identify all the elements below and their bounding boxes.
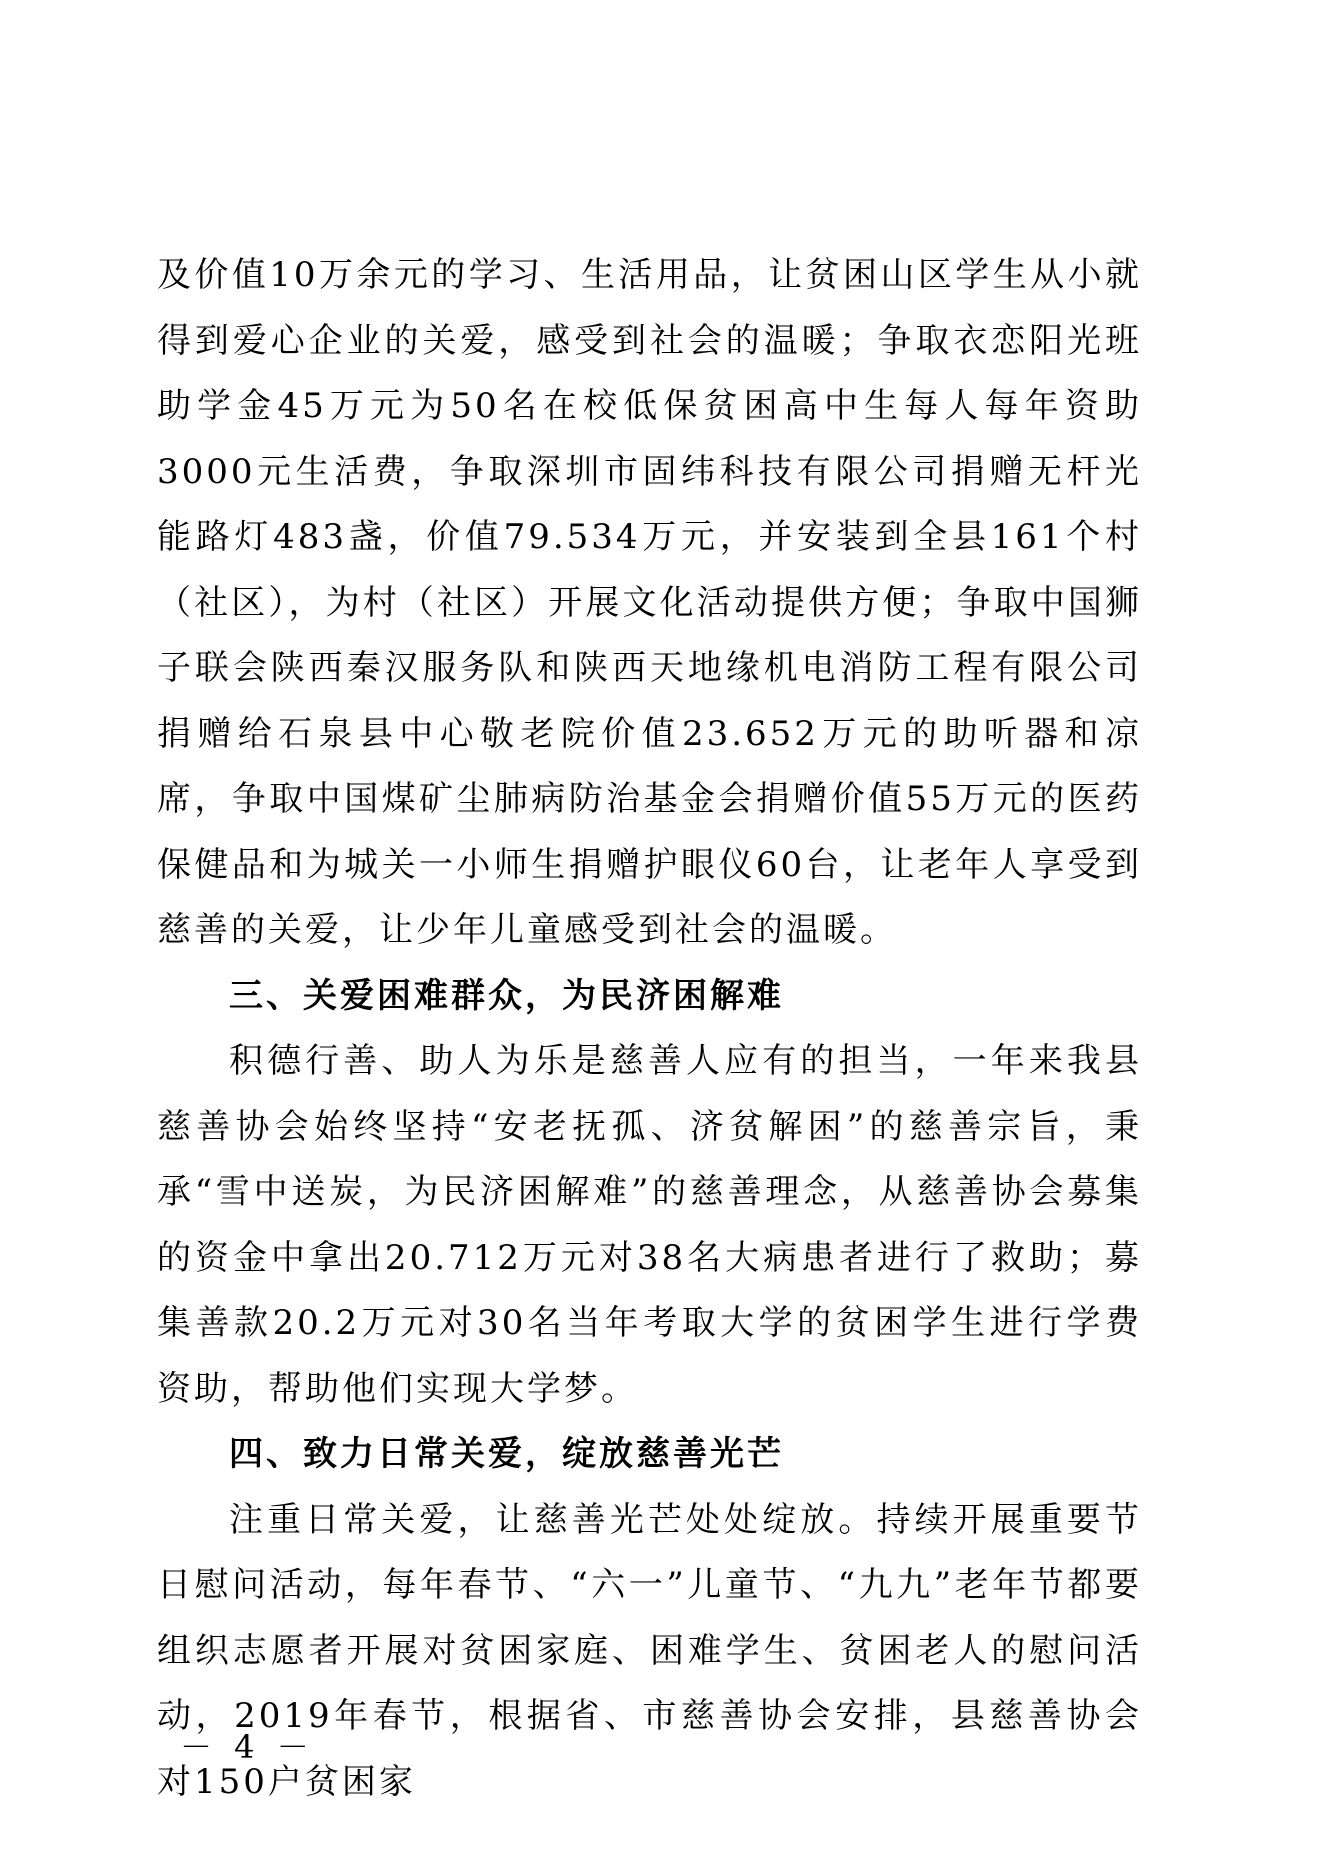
section-heading-3: 三、关爱困难群众，为民济困解难 [229,975,784,1016]
page-number: － 4 － [180,1728,315,1766]
paragraph-relief: 积德行善、助人为乐是慈善人应有的担当，一年来我县慈善协会始终坚持“安老抚孤、济贫解困”的慈善宗旨，秉承“雪中送炭，为民济困解难”的慈善理念，从慈善协会募集的资金中拿出20.712万元对38名大病患者进行了救助；募集善款20.2万元对30名当年考取大学的贫困学生进行学费资助，帮助他们实现大学梦。 [157,1041,1142,1409]
document-body [157,243,1142,1815]
paragraph-donations: 及价值10万余元的学习、生活用品，让贫困山区学生从小就得到爱心企业的关爱，感受到社会的温暖；争取衣恋阳光班助学金45万元为50名在校低保贫困高中生每人每年资助3000元生活费，争取深圳市固纬科技有限公司捐赠无杆光能路灯483盏，价值79.534万元，并安装到全县161个村（社区），为村（社区）开展文化活动提供方便；争取中国狮子联会陕西秦汉服务队和陕西天地缘机电消防工程有限公司捐赠给石泉县中心敬老院价值23.652万元的助听器和凉席，争取中国煤矿尘肺病防治基金会捐赠价值55万元的医药保健品和为城关一小师生捐赠护眼仪60台，让老年人享受到慈善的关爱，让少年儿童感受到社会的温暖。 [157,255,1142,950]
paragraph-daily-care: 注重日常关爱，让慈善光芒处处绽放。持续开展重要节日慰问活动，每年春节、“六一”儿童节、“九九”老年节都要组织志愿者开展对贫困家庭、困难学生、贫困老人的慰问活动，2019年春节，根据省、市慈善协会安排，县慈善协会对150户贫困家 [157,1499,1142,1802]
section-heading-4: 四、致力日常关爱，绽放慈善光芒 [229,1434,784,1474]
